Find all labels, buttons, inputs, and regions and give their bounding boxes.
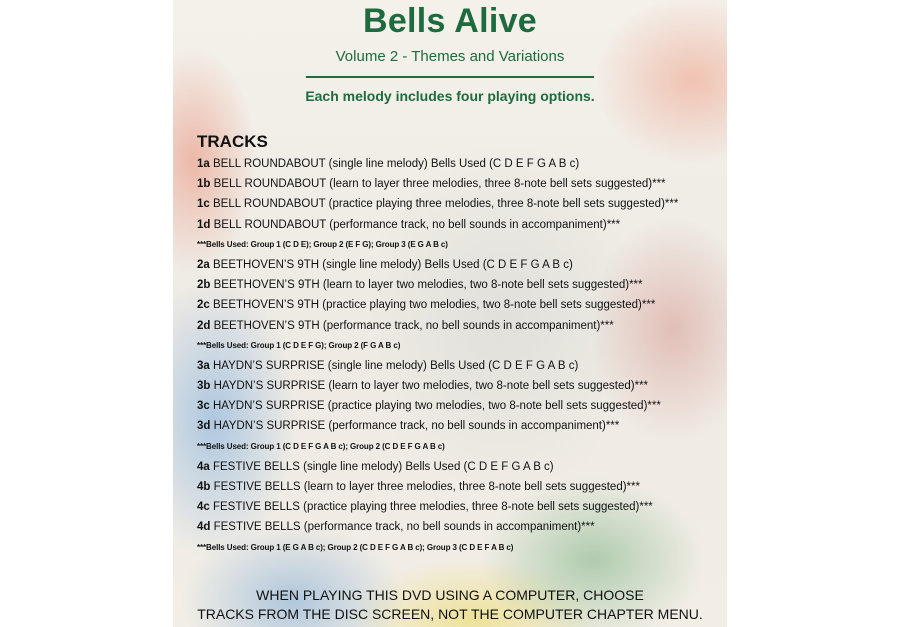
track-item bbox=[197, 316, 722, 336]
track-item bbox=[197, 376, 722, 396]
track-number: 3c bbox=[197, 400, 210, 413]
footnote-text: ***Bells Used: Group 1 (C D E F G); Group 2 (F G A B c) bbox=[197, 340, 401, 350]
track-item bbox=[197, 457, 722, 477]
track-number: 4c bbox=[197, 501, 210, 514]
track-number: 1c bbox=[197, 198, 210, 211]
track-item bbox=[197, 497, 722, 517]
track-description: FESTIVE BELLS (single line melody) Bells Used (C D E F G A B c) bbox=[209, 460, 554, 473]
track-description: HAYDN’S SURPRISE (single line melody) Bells Used (C D E F G A B c) bbox=[209, 359, 579, 372]
footnote-text: ***Bells Used: Group 1 (C D E); Group 2 (E F G); Group 3 (E G A B c) bbox=[197, 239, 448, 249]
track-description: HAYDN’S SURPRISE (practice playing two melodies, two 8-note bell sets suggested)*** bbox=[209, 400, 661, 413]
track-item bbox=[197, 154, 722, 174]
track-number: 1a bbox=[197, 158, 210, 170]
title-divider bbox=[306, 76, 594, 78]
track-number: 3b bbox=[197, 380, 211, 393]
track-number: 3a bbox=[197, 359, 210, 372]
track-description: BELL ROUNDABOUT (practice playing three melodies, three 8-note bell sets suggested)*** bbox=[209, 198, 679, 211]
track-number: 4d bbox=[197, 521, 211, 534]
notice-line-1: WHEN PLAYING THIS DVD USING A COMPUTER, CHOOSE bbox=[256, 587, 644, 603]
tracks-heading: TRACKS bbox=[197, 132, 268, 151]
track-number: 4a bbox=[197, 460, 210, 473]
track-item bbox=[197, 396, 722, 416]
track-list bbox=[197, 154, 722, 558]
track-description: BEETHOVEN’S 9TH (single line melody) Bells Used (C D E F G A B c) bbox=[209, 258, 573, 271]
track-description: BEETHOVEN’S 9TH (practice playing two melodies, two 8-note bell sets suggested)*** bbox=[209, 299, 656, 312]
playing-options-note: Each melody includes four playing options. bbox=[305, 88, 595, 104]
track-description: FESTIVE BELLS (learn to layer three melodies, three 8-note bell sets suggested)*** bbox=[210, 481, 640, 493]
bells-used-footnote bbox=[197, 235, 722, 255]
notice-line-2: TRACKS FROM THE DISC SCREEN, NOT THE COMPUTER CHAPTER MENU. bbox=[197, 606, 703, 622]
track-description: BELL ROUNDABOUT (single line melody) Bells Used (C D E F G A B c) bbox=[209, 158, 580, 170]
track-number: 2b bbox=[197, 279, 211, 292]
track-item bbox=[197, 174, 722, 194]
track-item bbox=[197, 215, 722, 235]
dvd-insert-page bbox=[173, 0, 727, 627]
track-item bbox=[197, 477, 722, 497]
track-description: HAYDN’S SURPRISE (performance track, no bell sounds in accompaniment)*** bbox=[210, 420, 620, 433]
track-number: 2d bbox=[197, 319, 211, 332]
track-number: 1d bbox=[197, 218, 211, 231]
track-description: BELL ROUNDABOUT (learn to layer three melodies, three 8-note bell sets suggested)*** bbox=[210, 178, 666, 191]
track-number: 4b bbox=[197, 481, 211, 493]
track-item bbox=[197, 275, 722, 295]
bells-used-footnote bbox=[197, 538, 722, 558]
track-description: BELL ROUNDABOUT (performance track, no bell sounds in accompaniment)*** bbox=[210, 218, 621, 231]
computer-playback-notice bbox=[173, 586, 727, 624]
bells-used-footnote bbox=[197, 437, 722, 457]
track-item bbox=[197, 517, 722, 537]
page-subtitle: Volume 2 - Themes and Variations bbox=[335, 48, 565, 65]
footnote-text: ***Bells Used: Group 1 (E G A B c); Group 2 (C D E F G A B c); Group 3 (C D E F A B c) bbox=[197, 542, 514, 552]
footnote-text: ***Bells Used: Group 1 (C D E F G A B c); Group 2 (C D E F G A B c) bbox=[197, 441, 445, 451]
track-description: FESTIVE BELLS (performance track, no bell sounds in accompaniment)*** bbox=[210, 521, 595, 534]
track-item bbox=[197, 295, 722, 315]
track-item bbox=[197, 416, 722, 436]
track-number: 3d bbox=[197, 420, 211, 433]
track-number: 2c bbox=[197, 299, 210, 312]
bells-used-footnote bbox=[197, 336, 722, 356]
track-number: 1b bbox=[197, 178, 211, 191]
track-description: HAYDN’S SURPRISE (learn to layer two melodies, two 8-note bell sets suggested)*** bbox=[210, 380, 649, 393]
page-title: Bells Alive bbox=[362, 2, 537, 40]
track-description: BEETHOVEN’S 9TH (learn to layer two melodies, two 8-note bell sets suggested)*** bbox=[210, 279, 643, 292]
track-description: FESTIVE BELLS (practice playing three melodies, three 8-note bell sets suggested)*** bbox=[209, 501, 653, 514]
track-number: 2a bbox=[197, 258, 210, 271]
track-item bbox=[197, 255, 722, 275]
track-item bbox=[197, 356, 722, 376]
track-description: BEETHOVEN’S 9TH (performance track, no bell sounds in accompaniment)*** bbox=[210, 319, 614, 332]
track-item bbox=[197, 194, 722, 214]
